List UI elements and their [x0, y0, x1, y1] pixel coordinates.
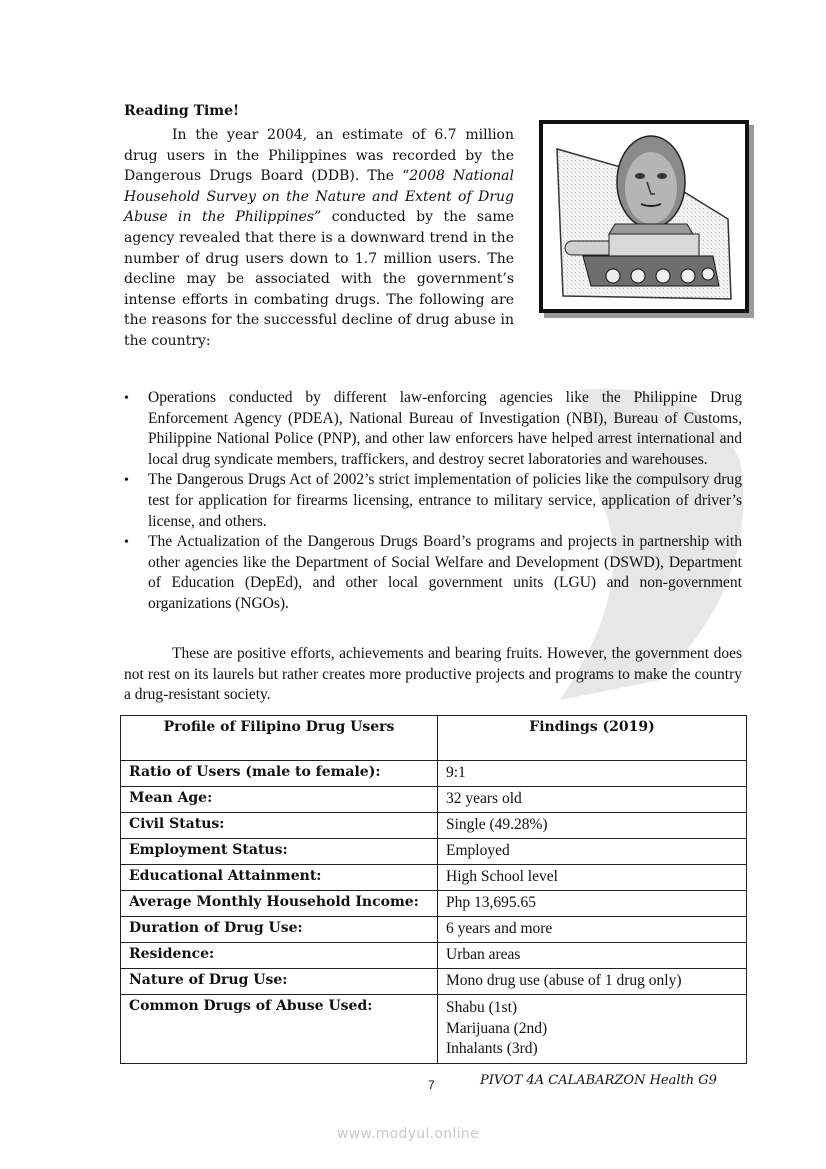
table-row: Employment Status: Employed: [121, 839, 747, 865]
module-footer: PIVOT 4A CALABARZON Health G9: [480, 1073, 717, 1088]
header-findings: Findings (2019): [438, 716, 747, 761]
website-watermark: www.modyul.online: [337, 1126, 479, 1142]
table-row: Mean Age: 32 years old: [121, 787, 747, 813]
table-row: Residence: Urban areas: [121, 943, 747, 969]
closing-paragraph: These are positive efforts, achievements and bearing fruits. However, the government does not rest on its laurels but rather creates more productive projects and programs to make the country a drug-resistant society.: [124, 645, 742, 704]
reasons-list: [124, 388, 742, 615]
intro-text-2: conducted by the same agency revealed that there is a downward trend in the number of drug users down to 1.7 million users. The decline may be associated with the government’s intense efforts in combating drugs. The following are the reasons for the successful decline of drug abuse in the country:: [124, 209, 514, 349]
survey-title: 2008 National Household Survey on the Nature and Extent of Drug Abuse in the Philippines”: [124, 168, 514, 226]
table-row: Nature of Drug Use: Mono drug use (abuse of 1 drug only): [121, 969, 747, 995]
table-row: Common Drugs of Abuse Used: Shabu (1st) Marijuana (2nd) Inhalants (3rd): [121, 995, 747, 1064]
table-row: Ratio of Users (male to female): 9:1: [121, 761, 747, 787]
table-row: Civil Status: Single (49.28%): [121, 813, 747, 839]
page-number: 7: [428, 1078, 435, 1092]
bullet-icon: [124, 532, 134, 554]
table-row: Duration of Drug Use: 6 years and more: [121, 917, 747, 943]
header-profile: Profile of Filipino Drug Users: [121, 716, 438, 761]
reason-item: • Operations conducted by different law-enforcing agencies like the Philippine Drug Enforcement Agency (PDEA), National Bureau of Investigation (NBI), Bureau of Customs, Philippine National Police (PNP), and other law enforcers have helped arrest international and local drug syndicate members, traffickers, and destroy secret laboratories and warehouses.: [124, 388, 742, 470]
bullet-icon: [124, 470, 134, 492]
table-header-row: [121, 716, 747, 761]
common-drugs-list: Shabu (1st) Marijuana (2nd) Inhalants (3rd): [438, 995, 747, 1064]
reason-item: • The Dangerous Drugs Act of 2002’s strict implementation of policies like the compulsory drug test for application for firearms licensing, entrance to military service, application of driver’s license, and others.: [124, 470, 742, 532]
table-row: Average Monthly Household Income: Php 13,695.65: [121, 891, 747, 917]
section-heading: Reading Time!: [124, 103, 240, 119]
drug-user-profile-table: [120, 715, 747, 1064]
reason-item: • The Actualization of the Dangerous Drugs Board’s programs and projects in partnership with other agencies like the Department of Social Welfare and Development (DSWD), Department of Education (DepEd), and other local government units (LGU) and non-government organizations (NGOs).: [124, 532, 742, 614]
tank-caricature-figure: [539, 120, 749, 313]
intro-text-1: In the year 2004, an estimate of 6.7 million drug users in the Philippines was recorded by the Dangerous Drugs Board (DDB). The “: [124, 127, 514, 185]
bullet-icon: [124, 388, 134, 410]
tank-caricature-icon: [543, 124, 745, 309]
table-row: Educational Attainment: High School level: [121, 865, 747, 891]
intro-paragraph: [124, 125, 514, 352]
